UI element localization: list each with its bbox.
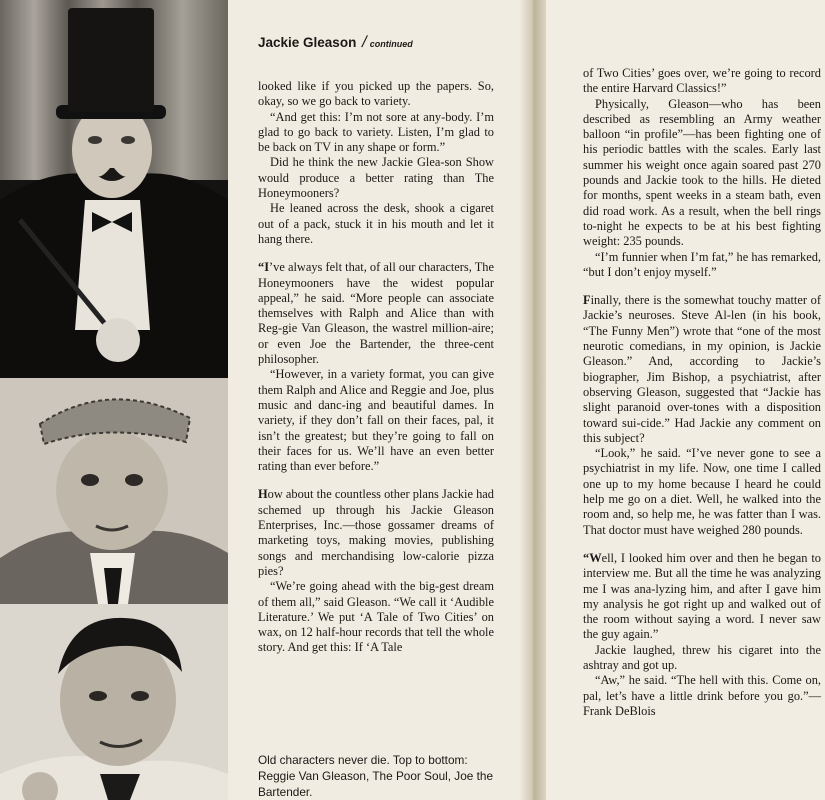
page-gutter <box>520 0 546 800</box>
paragraph-text: Physically, Gleason—who has been described as resembling an Army weather balloon “in profile”—has been fighting one of his periodic battles with the scales. Early last summer his weight once again soared past 270 pounds and Jackie took to the hills. He dieted for months, spent weeks in a steam bath, even did road work. As a result, when the bell rings to-night he expects to be at his best fighting weight: 235 pounds. <box>583 96 821 249</box>
article-paragraph <box>258 155 494 201</box>
article-paragraph <box>258 579 494 655</box>
header-continued: continued <box>369 39 413 49</box>
paragraph-lead-letter: “W <box>583 550 602 565</box>
paragraph-text: “However, in a variety format, you can give them Ralph and Alice and Reggie and Joe, plus music and danc-ing and beautiful dames. In variety, if they don’t fall on their faces, pal, it isn’t the greatest; but they’re going to fall on their faces for us. We’ll have an even better rating than ever before.” <box>258 367 494 474</box>
paragraph-text: “Look,” he said. “I’ve never gone to see a psychiatrist in my life. Now, one time I called one up to my home because I heard he could help me go on a diet. Well, he walked into the room and, so help me, he was fatter than I was. That doctor must have weighed 280 pounds. <box>583 446 821 537</box>
article-paragraph <box>583 66 821 97</box>
paragraph-text: “We’re going ahead with the big-gest dream of them all,” said Gleason. “We call it ‘Audible Literature.’ We put ‘A Tale of Two Cities’ on wax, on 12 half-hour records that tell the whole story. And get this: If ‘A Tale <box>258 579 494 655</box>
article-paragraph <box>258 367 494 474</box>
paragraph-text: ’ve always felt that, of all our characters, The Honeymooners have the widest popular appeal,” he said. “More people can associate themselves with Ralph and Alice than with Reg-gie Van Gleason, the wastrel million-aire; or even Joe the Bartender, the three-cent philosopher. <box>258 260 494 367</box>
header-title: Jackie Gleason <box>258 35 357 50</box>
paragraph-text: Jackie laughed, threw his cigaret into the ashtray and got up. <box>583 642 821 672</box>
article-paragraph <box>258 201 494 247</box>
photo-the-poor-soul <box>0 378 228 604</box>
article-paragraph <box>258 487 494 579</box>
paragraph-text: Did he think the new Jackie Glea-son Show would produce a better rating than The Honeymooners? <box>258 155 494 201</box>
article-paragraph <box>583 643 821 674</box>
article-paragraph <box>258 110 494 156</box>
paragraph-lead-letter: H <box>258 487 268 502</box>
article-column-left <box>258 79 494 656</box>
article-paragraph <box>258 260 494 367</box>
article-paragraph <box>583 250 821 281</box>
article-paragraph <box>583 673 821 719</box>
photo-caption: Old characters never die. Top to bottom: Reggie Van Gleason, The Poor Soul, Joe the Bartender. <box>258 753 493 799</box>
paragraph-text: “I’m funnier when I’m fat,” he has remarked, “but I don’t enjoy myself.” <box>583 249 821 279</box>
paragraph-lead-letter: “I <box>258 260 270 275</box>
article-paragraph <box>583 551 821 643</box>
article-column-right <box>583 66 821 719</box>
article-paragraph <box>583 293 821 446</box>
photo-joe-the-bartender <box>0 604 228 800</box>
paragraph-text: ell, I looked him over and then he began to interview me. But all the time he was analyzing me I was ana-lyzing him, and after I gave him my analysis he got right up and walked out of the room without saying a word. I never saw the guy again.” <box>583 550 821 642</box>
paragraph-text: He leaned across the desk, shook a cigaret out of a pack, stuck it in his mouth and let it hang there. <box>258 201 494 246</box>
article-paragraph <box>583 446 821 538</box>
paragraph-text: ow about the countless other plans Jackie had schemed up through his Jackie Gleason Enterprises, Inc.—those gossamer dreams of marketing toys, making movies, publishing songs and merchandising low-calorie pizza pies? <box>258 487 494 578</box>
paragraph-lead-letter: F <box>583 293 591 308</box>
paragraph-text: inally, there is the somewhat touchy matter of Jackie’s neuroses. Steve Al-len (in his book, “The Funny Men”) wrote that “one of the most neurotic comedians, in my opinion, is Jackie Gleason.” And, according to Jackie’s biographer, Jim Bishop, a psychiatrist, after observing Gleason, suggested that “Jackie has slight paranoid over-tones with a disposition toward sui-cide.” Had Jackie any comment on this subject? <box>583 293 821 445</box>
photo-reggie-van-gleason <box>0 0 228 378</box>
paragraph-text: looked like if you picked up the papers. So, okay, so we go back to variety. <box>258 79 494 109</box>
running-header <box>258 34 520 56</box>
header-slash-glyph: / <box>360 34 369 51</box>
paragraph-text: “Aw,” he said. “The hell with this. Come on, pal, let’s have a little drink before you go.”—Frank DeBlois <box>583 673 821 718</box>
article-paragraph <box>583 97 821 250</box>
article-paragraph <box>258 79 494 110</box>
paragraph-text: “And get this: I’m not sore at any-body. I’m glad to go back to variety. Listen, I’m glad to be back on TV in any shape or form.” <box>258 109 494 155</box>
paragraph-text: of Two Cities’ goes over, we’re going to record the entire Harvard Classics!” <box>583 66 821 96</box>
